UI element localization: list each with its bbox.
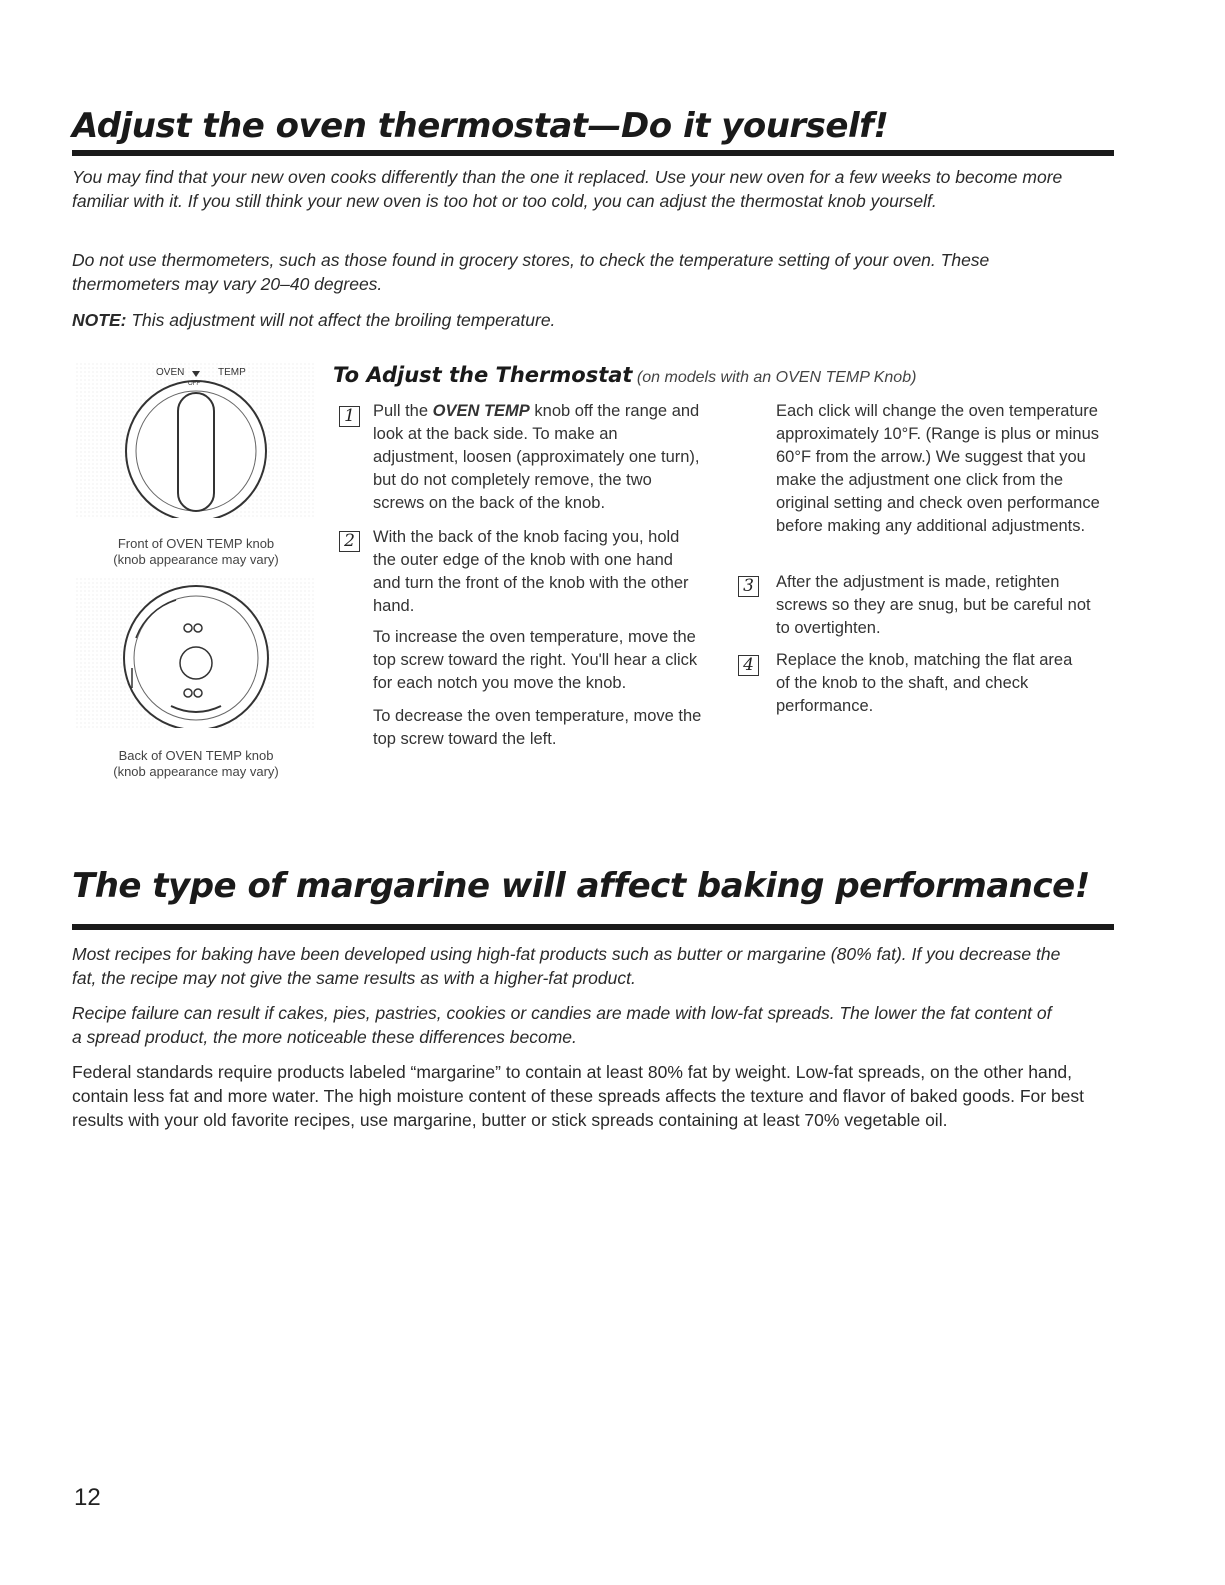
temp-label: TEMP [218, 367, 246, 378]
oven-label: OVEN [156, 367, 185, 378]
procedure-heading: To Adjust the Thermostat [333, 363, 633, 387]
section-rule [72, 150, 1114, 156]
step-2-increase: To increase the oven temperature, move the top screw toward the right. You'll hear a click for each notch you move the knob. [373, 628, 698, 692]
back-knob-illustration [76, 578, 316, 728]
step-number-1: 1 [339, 406, 360, 427]
section-rule [72, 924, 1114, 930]
margarine-paragraph-2: Recipe failure can result if cakes, pies, pastries, cookies or candies are made with low-fat spreads. The lower the fat content of a spread product, the more noticeable these differences become. [72, 1003, 1052, 1047]
step-3-text: After the adjustment is made, retighten screws so they are snug, but be careful not to overtighten. [776, 573, 1091, 637]
step-1-pre: Pull the [373, 402, 433, 420]
front-knob-caption: Front of OVEN TEMP knob [117, 536, 275, 551]
section-title-thermostat: Adjust the oven thermostat—Do it yourself! [72, 106, 889, 146]
margarine-paragraph-1: Most recipes for baking have been developed using high-fat products such as butter or margarine (80% fat). If you decrease the fat, the recipe may not give the same results as with a higher-fat product. [72, 944, 1061, 988]
step-2-text: With the back of the knob facing you, hold the outer edge of the knob with one hand and turn the front of the knob with the other hand. [373, 528, 689, 615]
step-4-text: Replace the knob, matching the flat area of the knob to the shaft, and check performance. [776, 651, 1073, 715]
step-number-4: 4 [738, 655, 759, 676]
procedure-title [333, 363, 916, 388]
front-knob-caption-note: (knob appearance may vary) [113, 552, 279, 567]
step-1-text [373, 400, 703, 515]
step-2-decrease: To decrease the oven temperature, move the top screw toward the left. [373, 707, 702, 748]
back-knob-caption: Back of OVEN TEMP knob [118, 748, 274, 763]
margarine-paragraph-3: Federal standards require products labeled “margarine” to contain at least 80% fat by weight. Low-fat spreads, on the other hand, contain less fat and more water. The high moisture content of these spreads affects the texture and flavor of baked goods. For best results with your old favorite recipes, use margarine, butter or stick spreads containing at least 70% vegetable oil. [72, 1062, 1085, 1130]
note-text: This adjustment will not affect the broiling temperature. [126, 310, 556, 330]
page-number: 12 [74, 1484, 101, 1511]
front-knob-illustration [76, 363, 316, 518]
note-label: NOTE: [72, 310, 127, 330]
back-knob-caption-note: (knob appearance may vary) [113, 764, 279, 779]
step-number-3: 3 [738, 576, 759, 597]
thermometer-warning: Do not use thermometers, such as those found in grocery stores, to check the temperature setting of your oven. These thermometers may vary 20–40 degrees. [72, 250, 990, 294]
step-1-knob-name: OVEN TEMP [432, 402, 530, 420]
intro-paragraph: You may find that your new oven cooks differently than the one it replaced. Use your new oven for a few weeks to become more familiar with it. If you still think your new oven is too hot or too cold, you can adjust the thermostat knob yourself. [72, 167, 1063, 211]
broil-note [72, 308, 972, 332]
section-title-margarine: The type of margarine will affect baking performance! [72, 866, 1090, 906]
step-1-post: knob off the range and look at the back side. To make an adjustment, loosen (approximately one turn), but do not completely remove, the two screws on the back of the knob. [373, 402, 700, 512]
step-number-2: 2 [339, 531, 360, 552]
procedure-models-note: (on models with an OVEN TEMP Knob) [632, 369, 917, 386]
step-2-continued: Each click will change the oven temperature approximately 10°F. (Range is plus or minus 60°F from the arrow.) We suggest that you make the adjustment one click from the original setting and check oven performance before making any additional adjustments. [776, 402, 1100, 535]
off-label: OFF [188, 381, 200, 387]
